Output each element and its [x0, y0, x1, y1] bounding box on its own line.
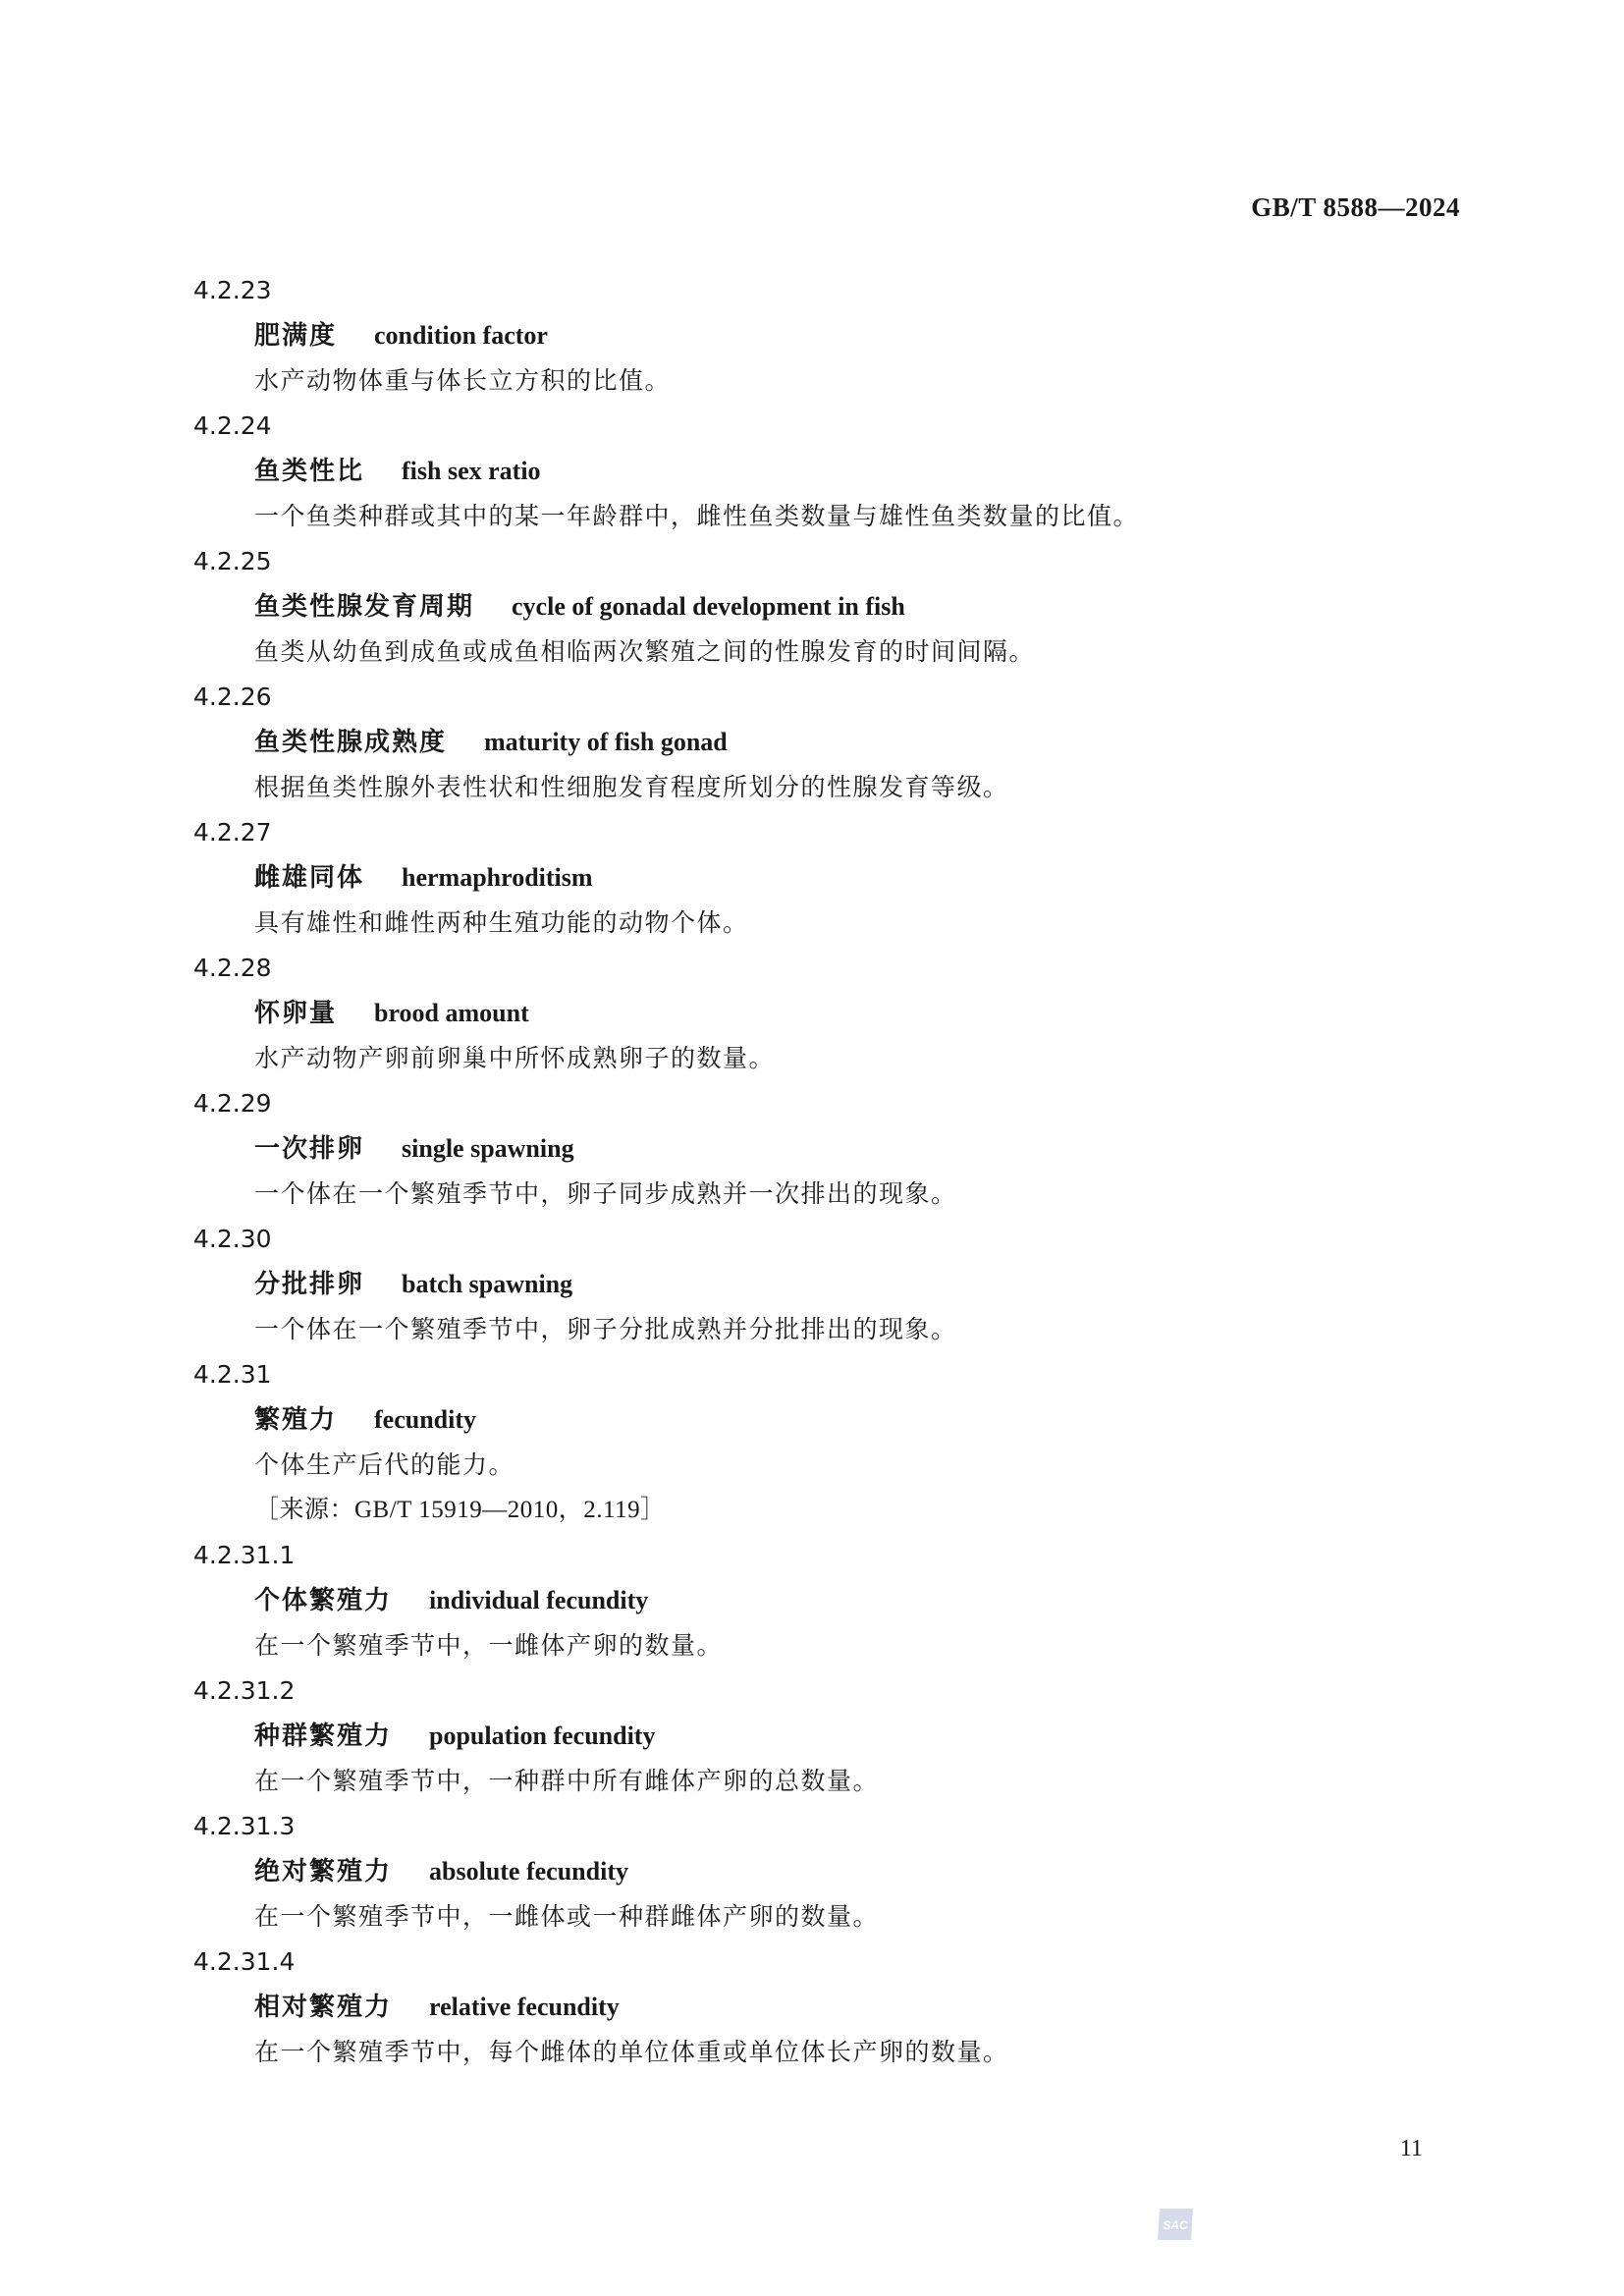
- term-english: brood amount: [374, 999, 529, 1027]
- term-source: ［来源：GB/T 15919—2010，2.119］: [254, 1497, 666, 1523]
- term-definition: 鱼类从幼鱼到成鱼或成鱼相临两次繁殖之间的性腺发育的时间间隔。: [254, 637, 1036, 666]
- term-definition: 个体生产后代的能力。: [254, 1450, 515, 1479]
- term-definition: 根据鱼类性腺外表性状和性细胞发育程度所划分的性腺发育等级。: [254, 773, 1009, 801]
- term-chinese: 鱼类性腺发育周期: [254, 592, 475, 622]
- sac-logo-icon: [1154, 2205, 1197, 2244]
- term-number: 4.2.31.2: [193, 1676, 296, 1705]
- term-definition: 水产动物体重与体长立方积的比值。: [254, 366, 672, 395]
- term-number: 4.2.31.3: [193, 1812, 296, 1840]
- term-number: 4.2.23: [193, 276, 272, 304]
- term-number: 4.2.29: [193, 1089, 272, 1118]
- term-entry-4-2-31-4: [193, 1940, 1470, 2075]
- term-number: 4.2.30: [193, 1225, 272, 1253]
- term-list: [193, 268, 1470, 2075]
- term-number: 4.2.24: [193, 411, 272, 440]
- term-definition: 一个鱼类种群或其中的某一年龄群中，雌性鱼类数量与雄性鱼类数量的比值。: [254, 502, 1140, 530]
- term-heading: [193, 584, 1470, 629]
- page-number: 11: [1399, 2136, 1423, 2161]
- term-heading: [193, 855, 1470, 901]
- term-chinese: 个体繁殖力: [254, 1586, 393, 1615]
- term-entry-4-2-23: [193, 268, 1470, 404]
- term-entry-4-2-31-2: [193, 1668, 1470, 1804]
- term-heading: [193, 1714, 1470, 1759]
- term-entry-4-2-28: [193, 946, 1470, 1081]
- term-entry-4-2-25: [193, 539, 1470, 675]
- term-heading: [193, 1262, 1470, 1307]
- term-english: individual fecundity: [429, 1586, 649, 1614]
- term-definition: 水产动物产卵前卵巢中所怀成熟卵子的数量。: [254, 1044, 776, 1072]
- term-entry-4-2-24: [193, 404, 1470, 539]
- term-heading: [193, 1578, 1470, 1623]
- term-english: population fecundity: [429, 1722, 656, 1750]
- term-chinese: 怀卵量: [254, 999, 338, 1028]
- term-entry-4-2-31-3: [193, 1804, 1470, 1940]
- term-number: 4.2.31: [193, 1360, 272, 1389]
- term-chinese: 分批排卵: [254, 1270, 365, 1299]
- term-heading: [193, 991, 1470, 1036]
- term-english: single spawning: [402, 1134, 574, 1163]
- term-definition: 一个体在一个繁殖季节中，卵子分批成熟并分批排出的现象。: [254, 1315, 957, 1343]
- term-chinese: 绝对繁殖力: [254, 1857, 393, 1886]
- term-english: absolute fecundity: [429, 1857, 628, 1886]
- term-chinese: 鱼类性腺成熟度: [254, 728, 448, 757]
- term-entry-4-2-31-1: [193, 1533, 1470, 1668]
- term-number: 4.2.25: [193, 547, 272, 575]
- term-chinese: 种群繁殖力: [254, 1722, 393, 1751]
- term-number: 4.2.26: [193, 683, 272, 711]
- term-english: cycle of gonadal development in fish: [512, 592, 905, 621]
- term-definition: 一个体在一个繁殖季节中，卵子同步成熟并一次排出的现象。: [254, 1179, 957, 1208]
- term-heading: [193, 1849, 1470, 1894]
- term-heading: [193, 449, 1470, 494]
- term-english: relative fecundity: [429, 1993, 620, 2021]
- term-definition: 在一个繁殖季节中，一种群中所有雌体产卵的总数量。: [254, 1767, 880, 1795]
- term-chinese: 雌雄同体: [254, 863, 365, 893]
- term-heading: [193, 1126, 1470, 1172]
- term-heading: [193, 720, 1470, 765]
- term-chinese: 相对繁殖力: [254, 1993, 393, 2022]
- term-definition: 在一个繁殖季节中，每个雌体的单位体重或单位体长产卵的数量。: [254, 2038, 1009, 2066]
- term-entry-4-2-29: [193, 1081, 1470, 1217]
- term-definition: 具有雄性和雌性两种生殖功能的动物个体。: [254, 908, 749, 937]
- term-number: 4.2.28: [193, 954, 272, 982]
- term-heading: [193, 1985, 1470, 2030]
- term-number: 4.2.31.4: [193, 1947, 296, 1976]
- standard-number: GB/T 8588—2024: [1251, 192, 1460, 222]
- term-heading: [193, 313, 1470, 358]
- term-number: 4.2.27: [193, 818, 272, 847]
- term-entry-4-2-27: [193, 810, 1470, 946]
- term-english: batch spawning: [402, 1270, 573, 1298]
- term-chinese: 一次排卵: [254, 1134, 365, 1164]
- term-chinese: 繁殖力: [254, 1405, 338, 1435]
- term-heading: [193, 1397, 1470, 1443]
- term-chinese: 肥满度: [254, 321, 338, 351]
- term-entry-4-2-30: [193, 1217, 1470, 1352]
- sac-logo-text: SAC: [1163, 2218, 1188, 2232]
- term-english: hermaphroditism: [402, 863, 593, 892]
- term-english: fecundity: [374, 1405, 477, 1434]
- term-entry-4-2-26: [193, 675, 1470, 810]
- term-definition: 在一个繁殖季节中，一雌体产卵的数量。: [254, 1631, 724, 1660]
- term-definition: 在一个繁殖季节中，一雌体或一种群雌体产卵的数量。: [254, 1902, 880, 1931]
- term-chinese: 鱼类性比: [254, 457, 365, 486]
- term-entry-4-2-31: [193, 1352, 1470, 1533]
- term-english: condition factor: [374, 321, 548, 350]
- term-english: fish sex ratio: [402, 457, 541, 485]
- term-number: 4.2.31.1: [193, 1541, 296, 1569]
- term-english: maturity of fish gonad: [484, 728, 728, 756]
